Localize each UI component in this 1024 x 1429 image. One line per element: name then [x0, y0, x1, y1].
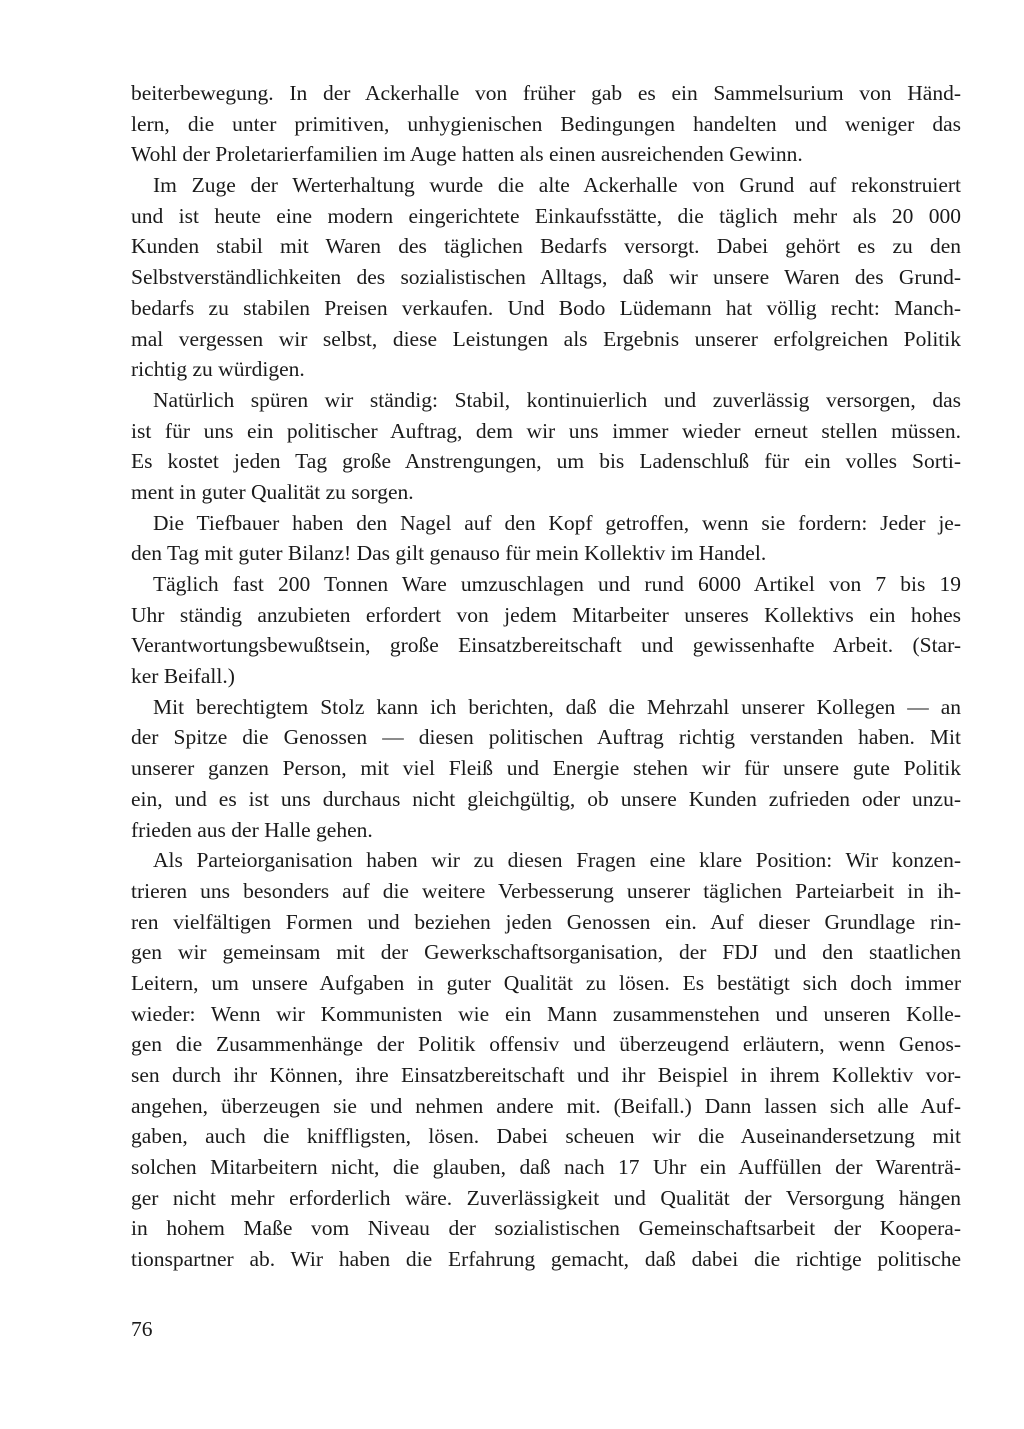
text-line: ein, und es ist uns durchaus nicht gleichgültig, ob unsere Kunden zufrieden oder unzu- [131, 786, 961, 811]
text-line: mal vergessen wir selbst, diese Leistungen als Ergebnis unserer erfolgreichen Politik [131, 326, 961, 351]
text-line: ren vielfältigen Formen und beziehen jeden Genossen ein. Auf dieser Grundlage rin- [131, 909, 961, 934]
text-line: ger nicht mehr erforderlich wäre. Zuverlässigkeit und Qualität der Versorgung hängen [131, 1185, 961, 1210]
text-line: ker Beifall.) [131, 664, 235, 689]
text-line: wieder: Wenn wir Kommunisten wie ein Mann zusammenstehen und unseren Kolle- [131, 1001, 961, 1026]
text-line: Uhr ständig anzubieten erfordert von jedem Mitarbeiter unseres Kollektivs ein hohes [131, 602, 961, 627]
text-line: ist für uns ein politischer Auftrag, dem wir uns immer wieder erneut stellen müssen. [131, 418, 961, 443]
text-line: Natürlich spüren wir ständig: Stabil, kontinuierlich und zuverlässig versorgen, das [153, 387, 961, 412]
text-line: Täglich fast 200 Tonnen Ware umzuschlagen und rund 6000 Artikel von 7 bis 19 [153, 572, 961, 596]
text-line: sen durch ihr Können, ihre Einsatzbereitschaft und ihr Beispiel in ihrem Kollektiv vor- [131, 1063, 961, 1087]
paragraph [131, 78, 961, 170]
text-line: Es kostet jeden Tag große Anstrengungen, um bis Ladenschluß für ein volles Sorti- [131, 449, 961, 474]
text-line: gaben, auch die kniffligsten, lösen. Dabei scheuen wir die Auseinandersetzung mit [131, 1124, 961, 1149]
text-line: Kunden stabil mit Waren des täglichen Bedarfs versorgt. Dabei gehört es zu den [131, 234, 961, 259]
text-line: unserer ganzen Person, mit viel Fleiß und Energie stehen wir für unsere gute Politik [131, 756, 961, 781]
text-line: gen die Zusammenhänge der Politik offensiv und überzeugend erläutern, wenn Genos- [131, 1032, 961, 1057]
text-line: und ist heute eine modern eingerichtete Einkaufsstätte, die täglich mehr als 20 000 [131, 203, 961, 228]
text-line: bedarfs zu stabilen Preisen verkaufen. Und Bodo Lüdemann hat völlig recht: Manch- [131, 295, 961, 320]
text-line: beiterbewegung. In der Ackerhalle von früher gab es ein Sammelsurium von Händ- [131, 81, 961, 105]
paragraph [131, 569, 961, 692]
text-line: frieden aus der Halle gehen. [131, 817, 373, 842]
text-line: Im Zuge der Werterhaltung wurde die alte Ackerhalle von Grund auf rekonstruiert [153, 173, 961, 198]
text-line: ment in guter Qualität zu sorgen. [131, 479, 414, 504]
document-body [131, 78, 961, 1275]
text-line: Verantwortungsbewußtsein, große Einsatzbereitschaft und gewissenhafte Arbeit. (Star- [131, 633, 961, 658]
text-line: richtig zu würdigen. [131, 357, 305, 382]
paragraph [131, 508, 961, 569]
paragraph [131, 170, 961, 385]
text-line: solchen Mitarbeitern nicht, die glauben, daß nach 17 Uhr ein Auffüllen der Warenträ- [131, 1155, 961, 1180]
paragraph [131, 845, 961, 1275]
text-line: Als Parteiorganisation haben wir zu diesen Fragen eine klare Position: Wir konzen- [153, 848, 961, 873]
page-number: 76 [131, 1317, 153, 1341]
paragraph [131, 692, 961, 845]
text-line: Selbstverständlichkeiten des sozialistischen Alltags, daß wir unsere Waren des Grund- [131, 265, 961, 290]
text-line: tionspartner ab. Wir haben die Erfahrung gemacht, daß dabei die richtige politische [131, 1247, 961, 1272]
text-line: gen wir gemeinsam mit der Gewerkschaftsorganisation, der FDJ und den staatlichen [131, 940, 961, 965]
text-line: Mit berechtigtem Stolz kann ich berichten, daß die Mehrzahl unserer Kollegen — an [153, 694, 961, 719]
text-line: Die Tiefbauer haben den Nagel auf den Kopf getroffen, wenn sie fordern: Jeder je- [153, 510, 961, 535]
text-line: Wohl der Proletarierfamilien im Auge hatten als einen ausreichenden Gewinn. [131, 142, 803, 167]
text-line: lern, die unter primitiven, unhygienischen Bedingungen handelten und weniger das [131, 111, 961, 136]
text-line: angehen, überzeugen sie und nehmen andere mit. (Beifall.) Dann lassen sich alle Auf- [131, 1093, 961, 1118]
text-line: trieren uns besonders auf die weitere Verbesserung unserer täglichen Parteiarbeit in ih- [131, 878, 961, 903]
text-line: den Tag mit guter Bilanz! Das gilt genauso für mein Kollektiv im Handel. [131, 541, 767, 566]
paragraph [131, 385, 961, 508]
text-line: in hohem Maße vom Niveau der sozialistischen Gemeinschaftsarbeit der Koopera- [131, 1216, 961, 1241]
text-line: Leitern, um unsere Aufgaben in guter Qualität zu lösen. Es bestätigt sich doch immer [131, 970, 961, 995]
text-line: der Spitze die Genossen — diesen politischen Auftrag richtig verstanden haben. Mit [131, 725, 961, 750]
